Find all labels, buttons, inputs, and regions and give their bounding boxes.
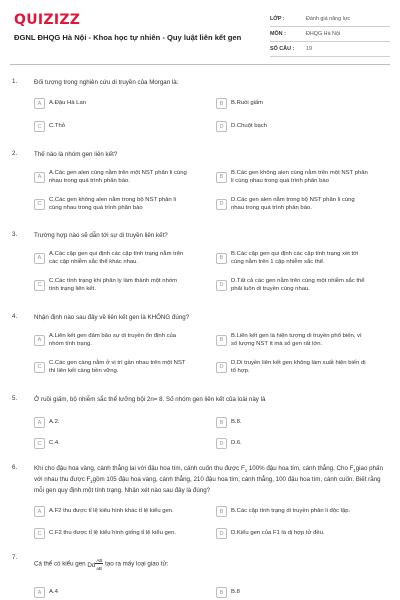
subscript: 2 — [90, 479, 93, 485]
header-divider — [10, 64, 390, 65]
meta-label: MÔN : — [270, 31, 286, 37]
option-text: B.Các cặp gen qui định các cặp tính trạng xét tới cùng nằm trên 1 cặp nhiễm sắc thể. — [231, 250, 359, 265]
quizizz-logo: QUIZIZZ — [14, 12, 81, 28]
option-letter: A — [34, 98, 45, 109]
option-b[interactable] — [216, 96, 369, 111]
option-c[interactable] — [34, 356, 187, 378]
meta-value: ĐHQG Hà Nội — [306, 31, 341, 37]
option-d[interactable] — [216, 356, 369, 378]
option-c[interactable] — [34, 119, 187, 134]
question-text-part: tạo ra mấy loại giao tử: — [105, 560, 169, 568]
option-text: A.Liên kết gen đảm bảo sự di truyền ổn định của nhóm tính trạng. — [49, 332, 177, 347]
option-letter: B — [216, 587, 227, 598]
option-text: A.Các gen alen cùng nằm trên một NST phân li cùng nhau trong quá trình phân bào. — [49, 169, 187, 184]
option-letter: B — [216, 172, 227, 183]
option-letter: D — [216, 528, 227, 539]
option-text: A.2. — [49, 419, 60, 426]
option-text: A.F2 thu được tỉ lệ kiểu hình khác tỉ lệ kiểu gen. — [49, 508, 174, 515]
option-text: D.Di truyền liên kết gen không làm xuất hiện biến dị tổ hợp. — [231, 359, 366, 374]
option-text: D.Các gen alen nằm trong bộ NST phân li cùng nhau trong quá trình phân bào. — [231, 196, 355, 211]
question-text: Nhận định nào sau đây về liên kết gen là KHÔNG đúng? — [34, 314, 190, 321]
option-letter: A — [34, 587, 45, 598]
option-text: D.Kiểu gen của F1 là dị hợp tử đều. — [231, 530, 325, 537]
option-text: B.8. — [231, 419, 242, 426]
option-text: B.Các gen không alen cùng nằm trên một NST phân li cùng nhau trong quá trình phân bào — [231, 169, 368, 184]
option-letter: A — [34, 253, 45, 264]
option-text: A.Các cặp gen qui định các cặp tính trạng nằm trên các cặp nhiễm sắc thể khác nhau. — [49, 250, 184, 265]
meta-label: LỚP : — [270, 16, 285, 22]
option-text: C.F2 thu được tỉ lệ kiểu hình giống tỉ lệ kiểu gen. — [49, 530, 176, 537]
question-text-part: gồm 105 đậu hoa vàng, cánh thẳng, 210 đậu hoa tím, cánh thẳng, 100 đậu hoa tím, cánh cuốn. Biết rằng mỗi gen quy định một tính trạng. Nhận xét nào sau đây là đúng? — [34, 476, 381, 495]
option-letter: D — [216, 362, 227, 373]
option-b[interactable] — [216, 504, 369, 519]
option-a[interactable] — [34, 585, 187, 600]
option-text: D.6. — [231, 440, 242, 447]
option-letter: B — [216, 253, 227, 264]
option-letter: C — [34, 528, 45, 539]
question-text-part: Cá thể có kiểu gen — [34, 560, 86, 568]
option-letter: B — [216, 506, 227, 517]
option-d[interactable] — [216, 436, 369, 451]
question-text: Trường hợp nào sẽ dẫn tới sự di truyền liên kết? — [34, 232, 168, 239]
option-letter: D — [216, 438, 227, 449]
question-text-part: 100% đậu hoa tím, cánh thẳng. Cho F — [247, 465, 354, 472]
option-a[interactable] — [34, 415, 187, 430]
option-text: B.Ruồi giấm — [231, 100, 264, 107]
option-text: D.Tất cả các gen nằm trên cùng một nhiễm sắc thể phải luôn di truyền cùng nhau. — [231, 277, 365, 292]
option-text: C.Thỏ — [49, 123, 66, 130]
option-letter: D — [216, 199, 227, 210]
option-d[interactable] — [216, 193, 369, 215]
question-number: 3. — [12, 231, 18, 238]
option-b[interactable] — [216, 329, 369, 351]
option-text: B.Liên kết gen là hiện tượng di truyền phổ biến, vì số lượng NST ít mà số gen rất lớn. — [231, 332, 362, 347]
option-text: A.4 — [49, 589, 58, 596]
genotype-top: AB — [96, 558, 103, 563]
option-d[interactable] — [216, 526, 369, 541]
option-letter: D — [216, 280, 227, 291]
option-text: C.Các gen càng nằm ở vị trí gần nhau trên một NST thì liên kết càng bền vững. — [49, 359, 186, 374]
question-text — [34, 464, 384, 495]
option-text: C.Các tính trạng khi phân ly làm thành một nhóm tính trạng liên kết. — [49, 277, 178, 292]
option-a[interactable] — [34, 247, 187, 269]
option-text: C.4. — [49, 440, 60, 447]
option-letter: B — [216, 335, 227, 346]
meta-value: 19 — [306, 46, 312, 52]
question-text-part: giao phấn với nhau thu được F — [34, 465, 383, 484]
subscript: 1 — [244, 468, 248, 474]
option-letter: C — [34, 280, 45, 291]
option-b[interactable] — [216, 585, 369, 600]
option-letter: C — [34, 199, 45, 210]
question-number: 7. — [12, 554, 18, 561]
genotype-notation — [87, 558, 103, 570]
option-c[interactable] — [34, 436, 187, 451]
option-letter: C — [34, 121, 45, 132]
option-c[interactable] — [34, 526, 187, 541]
question-number: 5. — [12, 395, 18, 402]
question-text — [34, 558, 384, 570]
option-a[interactable] — [34, 166, 187, 188]
worksheet-meta — [270, 12, 390, 57]
option-a[interactable] — [34, 504, 187, 519]
genotype-main: Dd — [87, 562, 96, 569]
genotype-bottom: aB — [96, 566, 102, 571]
question-text: Ở ruồi giấm, bộ nhiễm sắc thể lưỡng bội 2n= 8. Số nhóm gen liên kết của loài này là — [34, 396, 266, 403]
option-a[interactable] — [34, 96, 187, 111]
question-text: Thế nào là nhóm gen liên kết? — [34, 151, 118, 158]
option-c[interactable] — [34, 274, 187, 296]
option-letter: A — [34, 335, 45, 346]
option-text: B.8 — [231, 589, 240, 596]
option-c[interactable] — [34, 193, 187, 215]
option-text: C.Các gen không alen nằm trong bộ NST phân li cùng nhau trong quá trình phân bào — [49, 196, 176, 211]
option-text: D.Chuột bạch — [231, 123, 268, 130]
option-letter: D — [216, 121, 227, 132]
option-b[interactable] — [216, 247, 369, 269]
option-letter: C — [34, 438, 45, 449]
meta-label: SỐ CÂU : — [270, 46, 295, 52]
option-text: B.Các cặp tính trạng di truyền phân li độc lập. — [231, 508, 351, 515]
worksheet-title: ĐGNL ĐHQG Hà Nội - Khoa học tự nhiên - Quy luật liên kết gen — [14, 33, 242, 42]
option-d[interactable] — [216, 274, 369, 296]
option-text: A.Đậu Hà Lan — [49, 100, 87, 107]
meta-row-count — [270, 42, 390, 57]
subscript: 1 — [353, 468, 356, 474]
meta-row-subject — [270, 27, 390, 42]
option-b[interactable] — [216, 166, 369, 188]
question-text-part: Khi cho đậu hoa vàng, cánh thẳng lai với đậu hoa tím, cánh cuốn thu được F — [34, 465, 245, 472]
option-letter: A — [34, 506, 45, 517]
question-number: 1. — [12, 78, 18, 85]
question-text: Đối tượng trong nghiên cứu di truyền của Morgan là: — [34, 79, 179, 86]
option-b[interactable] — [216, 415, 369, 430]
worksheet-header — [0, 0, 400, 62]
option-letter: B — [216, 98, 227, 109]
option-a[interactable] — [34, 329, 187, 351]
option-d[interactable] — [216, 119, 369, 134]
option-letter: A — [34, 417, 45, 428]
option-letter: C — [34, 362, 45, 373]
option-letter: B — [216, 417, 227, 428]
meta-value: Đánh giá năng lực — [306, 16, 351, 22]
question-number: 4. — [12, 313, 18, 320]
question-number: 6. — [12, 464, 18, 471]
meta-row-class — [270, 12, 390, 27]
option-letter: A — [34, 172, 45, 183]
question-number: 2. — [12, 150, 18, 157]
